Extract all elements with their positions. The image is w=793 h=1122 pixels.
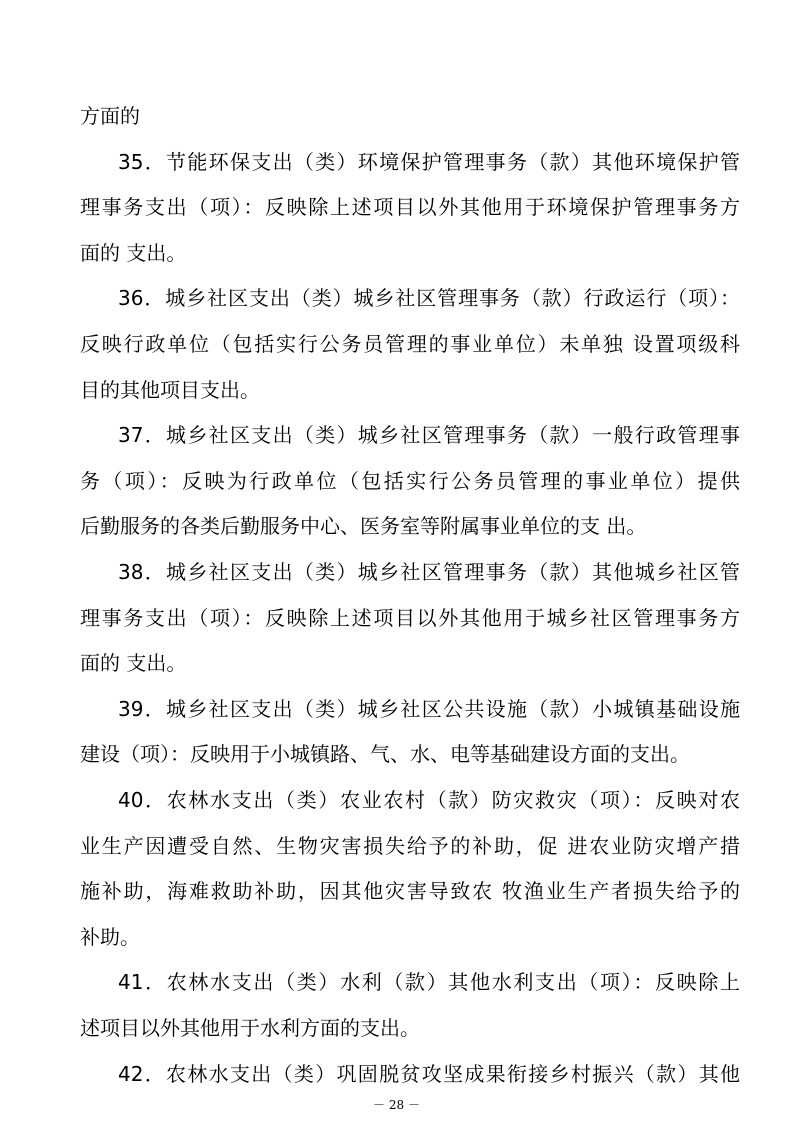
text-line: 37．城乡社区支出（类）城乡社区管理事务（款）一般行政管理事	[118, 423, 740, 448]
text-line: 面的 支出。	[80, 651, 187, 676]
text-line: 业生产因遭受自然、生物灾害损失给予的补助，促 进农业防灾增产措	[80, 833, 740, 858]
text-line: 目的其他项目支出。	[80, 377, 260, 402]
text-line: 40．农林水支出（类）农业农村（款）防灾救灾（项）：反映对农	[118, 788, 740, 812]
text-line: 述项目以外其他用于水利方面的支出。	[80, 1016, 420, 1040]
text-line: 理事务支出（项）：反映除上述项目以外其他用于城乡社区管理事务方	[80, 605, 740, 630]
text-line: 35．节能环保支出（类）环境保护管理事务（款）其他环境保护管	[118, 149, 740, 174]
text-line: 36．城乡社区支出（类）城乡社区管理事务（款）行政运行（项）：	[118, 286, 740, 311]
text-line: 39．城乡社区支出（类）城乡社区公共设施（款）小城镇基础设施	[118, 696, 740, 721]
text-line: 38．城乡社区支出（类）城乡社区管理事务（款）其他城乡社区管	[118, 560, 740, 584]
text-line: 后勤服务的各类后勤服务中心、医务室等附属事业单位的支 出。	[80, 514, 647, 539]
text-line: 施补助，海难救助补助，因其他灾害导致农 牧渔业生产者损失给予的	[80, 879, 740, 904]
text-line: 补助。	[80, 924, 140, 949]
text-line: 务（项）：反映为行政单位（包括实行公务员管理的事业单位）提供	[80, 468, 740, 493]
text-line: 建设（项）：反映用于小城镇路、气、水、电等基础建设方面的支出。	[80, 742, 690, 767]
page-number: － 28 －	[373, 1098, 420, 1112]
text-line: 面的 支出。	[80, 240, 187, 265]
text-line: 方面的	[80, 104, 140, 128]
text-line: 41．农林水支出（类）水利（款）其他水利支出（项）：反映除上	[118, 970, 740, 995]
text-line: 反映行政单位（包括实行公务员管理的事业单位）未单独 设置项级科	[80, 332, 740, 356]
text-line: 理事务支出（项）：反映除上述项目以外其他用于环境保护管理事务方	[80, 195, 740, 220]
text-line: 42．农林水支出（类）巩固脱贫攻坚成果衔接乡村振兴（款）其他	[118, 1061, 740, 1086]
